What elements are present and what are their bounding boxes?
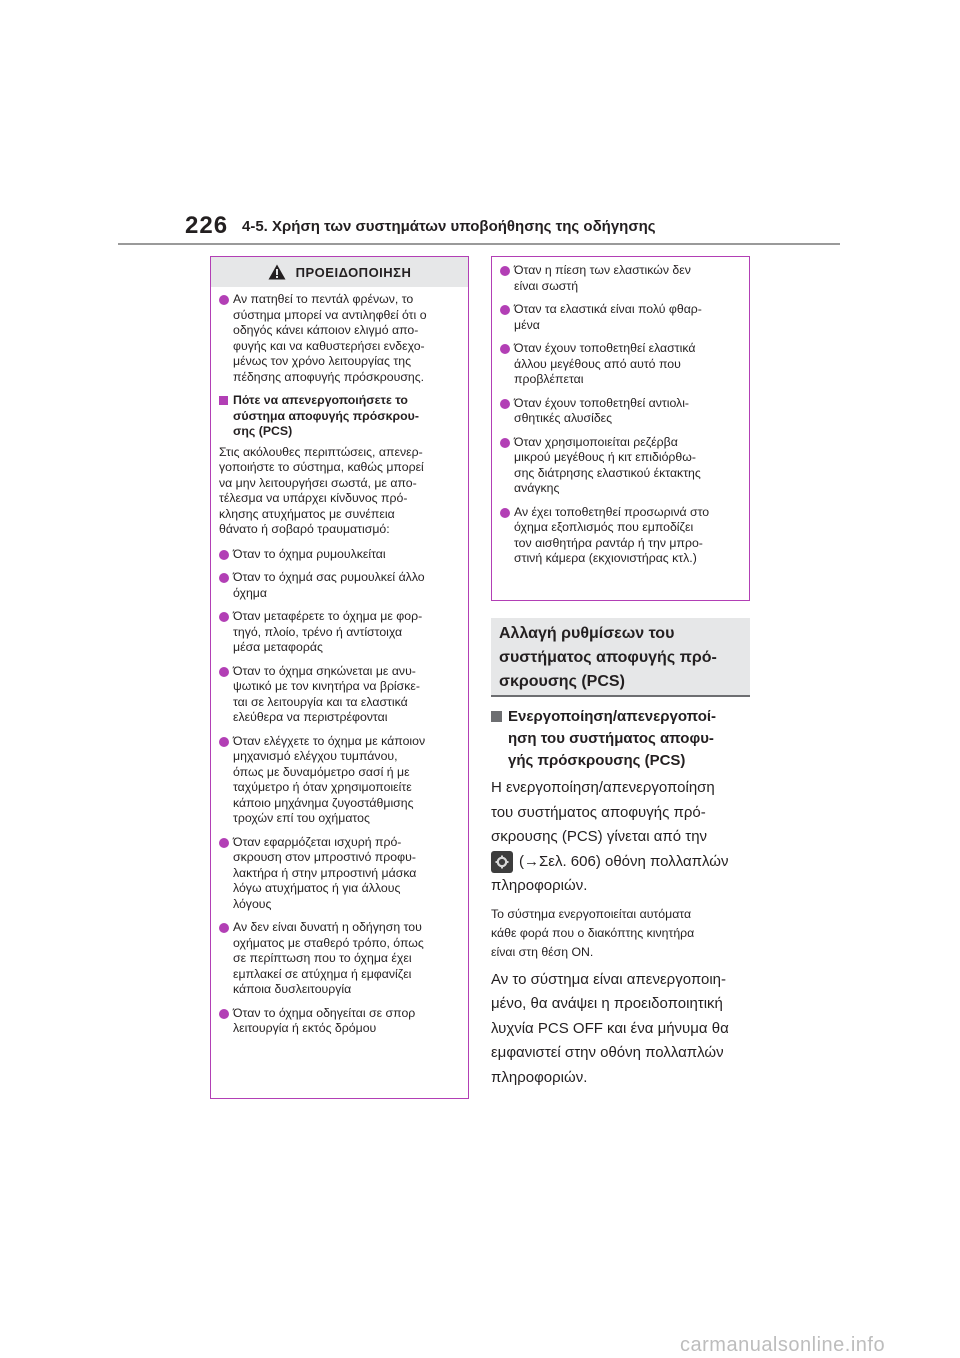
bullet-dot-icon xyxy=(219,295,229,305)
bullet-dot-icon xyxy=(500,344,510,354)
page-reference: (→Σελ. 606) οθόνη πολλαπλών xyxy=(519,852,729,870)
bullet-dot-icon xyxy=(500,399,510,409)
list-item xyxy=(219,920,460,998)
bullet-dot-icon xyxy=(219,1009,229,1019)
body-paragraph: Η ενεργοποίηση/απενεργοποίηση του συστήματος αποφυγής πρό- σκρουσης (PCS) γίνεται από την xyxy=(491,779,715,845)
bullet-dot-icon xyxy=(219,737,229,747)
list-item xyxy=(219,547,460,563)
footer-watermark: carmanualsonline.info xyxy=(680,1334,886,1356)
page-number: 226 xyxy=(185,212,229,239)
section-banner: Αλλαγή ρυθμίσεων του συστήματος αποφυγής πρό- σκρουσης (PCS) xyxy=(491,618,750,697)
bullet-dot-icon xyxy=(500,438,510,448)
bullet-dot-icon xyxy=(500,305,510,315)
square-bullet-icon xyxy=(491,711,502,722)
list-item-text: Όταν έχουν τοποθετηθεί αντιολι- σθητικές αλυσίδες xyxy=(514,395,690,425)
list-item xyxy=(500,263,741,294)
bullet-dot-icon xyxy=(219,667,229,677)
bullet-dot-icon xyxy=(500,266,510,276)
list-item-text: Όταν εφαρμόζεται ισχυρή πρό- σκρουση στον μπροστινό προφυ- λακτήρα ή στην μπροστινή μάσκα λόγω ατυχήματος ή για άλλους λόγους xyxy=(233,834,417,911)
list-item-text: Όταν χρησιμοποιείται ρεζέρβα μικρού μεγέθους ή κιτ επιδιόρθω- σης διάτρησης ελαστικού έκτακτης ανάγκης xyxy=(514,434,701,495)
warning-triangle-icon xyxy=(268,264,286,280)
warning-header xyxy=(211,257,468,287)
list-item-text: Αν πατηθεί το πεντάλ φρένων, το σύστημα μπορεί να αντιληφθεί ότι ο οδηγός κάνει κάποιον ελιγμό απο- φυγής και να καθυστερήσει ενδεχο- μένως τον χρόνο λειτουργίας της πέδησης αποφυγής πρόσκρουσης. xyxy=(233,292,427,384)
list-item-text: Όταν έχουν τοποθετηθεί ελαστικά άλλου μεγέθους από αυτό που προβλέπεται xyxy=(514,341,696,386)
list-item-text: Όταν η πίεση των ελαστικών δεν είναι σωστή xyxy=(514,263,691,293)
bullet-dot-icon xyxy=(500,508,510,518)
list-item xyxy=(219,664,460,726)
list-item xyxy=(219,609,460,656)
list-item xyxy=(219,570,460,601)
list-item-text: Αν δεν είναι δυνατή η οδήγηση του οχήματος με σταθερό τρόπο, όπως σε περίπτωση που το όχημα έχει εμπλακεί σε ατύχημα ή εμφανίζει κάποια δυσλειτουργία xyxy=(233,920,424,996)
list-item-text: Αν έχει τοποθετηθεί προσωρινά στο όχημα εξοπλισμός που εμποδίζει τον αισθητήρα ραντάρ ή την μπρο- στινή κάμερα (εκχιονιστήρας κτλ.) xyxy=(514,504,710,565)
bullet-dot-icon xyxy=(219,923,229,933)
list-item xyxy=(500,302,741,333)
bullet-dot-icon xyxy=(219,573,229,583)
settings-content xyxy=(491,706,753,1090)
list-item xyxy=(219,835,460,913)
section-title: 4-5. Χρήση των συστημάτων υποβοήθησης της οδήγησης xyxy=(242,218,656,235)
warning-title: ΠΡΟΕΙΔΟΠΟΙΗΣΗ xyxy=(295,264,412,280)
list-item xyxy=(500,396,741,427)
list-item xyxy=(219,734,460,827)
note-text: Το σύστημα ενεργοποιείται αυτόματα κάθε φορά που ο διακόπτης κινητήρα είναι στη θέση ON. xyxy=(491,906,695,959)
list-item-text: Όταν το όχημα σηκώνεται με ανυ- ψωτικό με τον κινητήρα να βρίσκε- ται σε λειτουργία και τα ελαστικά ελεύθερα να περιστρέφονται xyxy=(233,663,420,724)
bullet-dot-icon xyxy=(219,838,229,848)
header-divider xyxy=(118,243,840,245)
subheading: Ενεργοποίηση/απενεργοποί- ηση του συστήματος αποφυ- γής πρόσκρουσης (PCS) xyxy=(491,706,753,772)
warning-box-right xyxy=(491,256,750,601)
list-item xyxy=(219,292,460,385)
list-item xyxy=(500,435,741,497)
bullet-dot-icon xyxy=(219,550,229,560)
settings-reference-line xyxy=(491,850,753,875)
square-bullet-icon xyxy=(219,396,228,405)
list-item xyxy=(219,1006,460,1037)
list-item-text: Όταν τα ελαστικά είναι πολύ φθαρ- μένα xyxy=(514,302,702,332)
list-item-text: Όταν το όχημά σας ρυμουλκεί άλλο όχημα xyxy=(233,570,425,600)
warning-paragraph: Στις ακόλουθες περιπτώσεις, απενερ- γοποιήστε το σύστημα, καθώς μπορεί να μην λειτουργήσει σωστά, με απο- τέλεσμα να υπάρχει κίνδυνος πρό- κλησης ατυχήματος με συνέπεια θάνατο ή σοβαρό τραυματισμό: xyxy=(219,444,424,536)
list-item-text: Όταν το όχημα οδηγείται σε σπορ λειτουργία ή εκτός δρόμου xyxy=(233,1005,416,1035)
body-paragraph: Αν το σύστημα είναι απενεργοποιη- μένο, θα ανάψει η προειδοποιητική λυχνία PCS OFF και ένα μήνυμα θα εμφανιστεί στην οθόνη πολλαπλών πληροφοριών. xyxy=(491,970,729,1086)
page-header xyxy=(185,212,745,242)
list-item-text: Όταν το όχημα ρυμουλκείται xyxy=(233,546,386,561)
list-item-text: Όταν ελέγχετε το όχημα με κάποιον μηχανισμό ελέγχου τυμπάνου, όπως με δυναμόμετρο σασί ή με ταχύμετρο ή όταν χρησιμοποιείτε κάποιο μηχάνημα ζυγοστάθμισης τροχών επί του οχήματος xyxy=(233,733,426,825)
bullet-dot-icon xyxy=(219,612,229,622)
list-item xyxy=(500,505,741,567)
gear-icon xyxy=(491,851,513,873)
body-paragraph-end: πληροφοριών. xyxy=(491,877,588,894)
subheading: Πότε να απενεργοποιήσετε το σύστημα αποφυγής πρόσκρου- σης (PCS) xyxy=(219,393,460,440)
list-item xyxy=(500,341,741,388)
warning-box-left xyxy=(210,256,469,1099)
list-item-text: Όταν μεταφέρετε το όχημα με φορ- τηγό, πλοίο, τρένο ή αντίστοιχα μέσα μεταφοράς xyxy=(233,609,423,654)
